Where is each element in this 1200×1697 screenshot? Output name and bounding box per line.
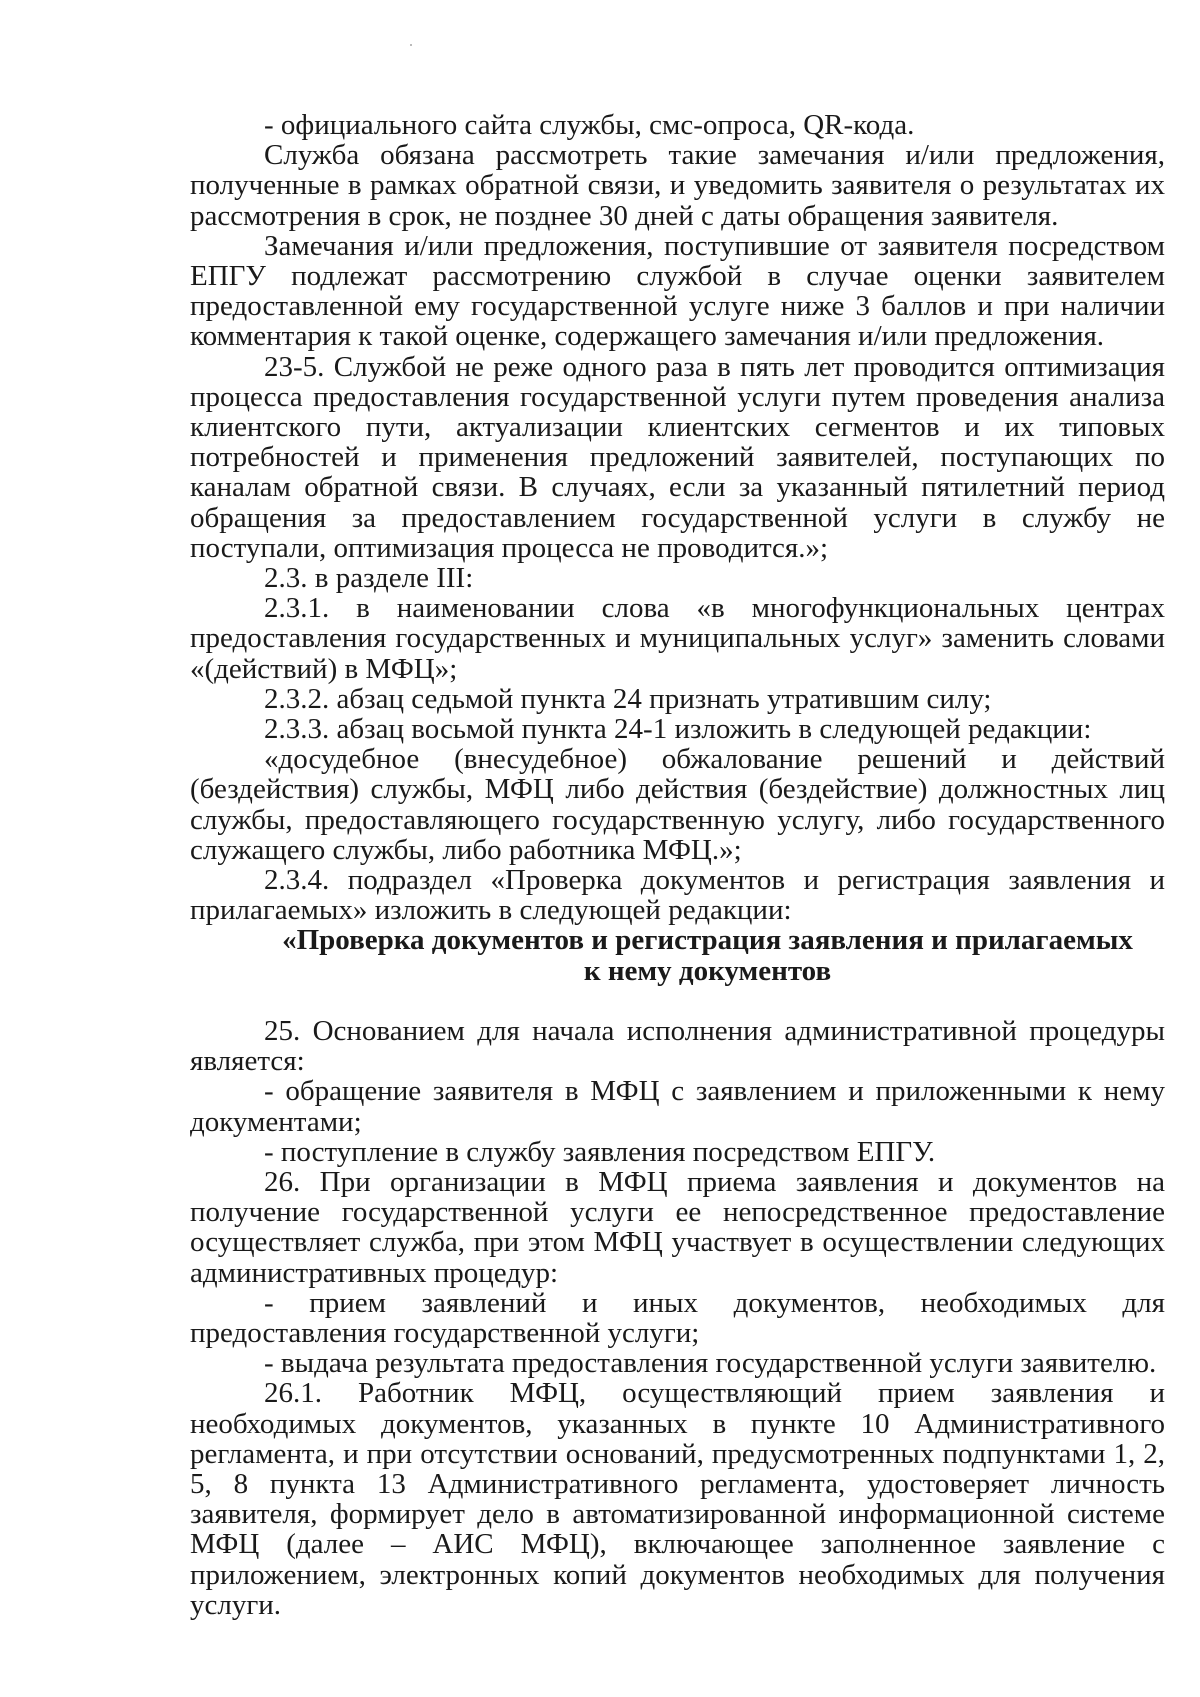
paragraph: 2.3.2. абзац седьмой пункта 24 признать утратившим силу; [264, 682, 992, 715]
paragraph: - выдача результата предоставления государственной услуги заявителю. [264, 1347, 1157, 1380]
document-body [190, 110, 1165, 1620]
paragraph: «досудебное (внесудебное) обжалование решений и действий (бездействия) службы, МФЦ либо действия (бездействие) должностных лиц службы, предоставляющего государственную услугу, либо государственного служащего службы, либо работника МФЦ.»; [190, 743, 1165, 866]
paragraph: Замечания и/или предложения, поступившие от заявителя посредством ЕПГУ подлежат рассмотрению службой в случае оценки заявителем предоставленной ему государственной услуге ниже 3 баллов и при наличии комментария к такой оценке, содержащего замечания и/или предложения. [190, 229, 1165, 353]
paragraph: 25. Основанием для начала исполнения административной процедуры является: [190, 1014, 1165, 1078]
paragraph: - поступление в службу заявления посредством ЕПГУ. [264, 1135, 936, 1168]
paragraph: 2.3.1. в наименовании слова «в многофункциональных центрах предоставления государственных и муниципальных услуг» заменить словами «(действий) в МФЦ»; [190, 592, 1165, 685]
paragraph: 26.1. Работник МФЦ, осуществляющий прием заявления и необходимых документов, указанных в пункте 10 Административного регламента, и при отсутствии оснований, предусмотренных подпунктами 1, 2, 5, 8 пункта 13 Административного регламента, удостоверяет личность заявителя, формирует дело в автоматизированной информационной системе МФЦ (далее – АИС МФЦ), включающее заполненное заявление с приложением, электронных копий документов необходимых для получения услуги. [190, 1377, 1165, 1621]
section-heading-line-1: «Проверка документов и регистрация заявления и прилагаемых [282, 924, 1133, 957]
paragraph: 2.3.3. абзац восьмой пункта 24-1 изложить в следующей редакции: [264, 713, 1092, 746]
paragraph: - прием заявлений и иных документов, необходимых для предоставления государственной услуги; [190, 1286, 1165, 1349]
section-heading-line-2: к нему документов [583, 954, 832, 987]
scan-speck [410, 44, 412, 46]
paragraph: - обращение заявителя в МФЦ с заявлением и приложенными к нему документами; [190, 1075, 1165, 1138]
paragraph: 23-5. Службой не реже одного раза в пять лет проводится оптимизация процесса предоставления государственной услуги путем проведения анализа клиентского пути, актуализации клиентских сегментов и их типовых потребностей и применения предложений заявителей, поступающих по каналам обратной связи. В случаях, если за указанный пятилетний период обращения за предоставлением государственной услуги в службу не поступали, оптимизация процесса не проводится.»; [190, 350, 1165, 564]
paragraph: - официального сайта службы, смс-опроса, QR-кода. [264, 109, 915, 141]
paragraph: 26. При организации в МФЦ приема заявления и документов на получение государственной услуги ее непосредственное предоставление осуществляет служба, при этом МФЦ участвует в осуществлении следующих административных процедур: [190, 1165, 1165, 1289]
spacer [190, 986, 1165, 1016]
paragraph: 2.3. в разделе III: [264, 562, 474, 595]
paragraph: 2.3.4. подраздел «Проверка документов и регистрация заявления и прилагаемых» изложить в следующей редакции: [190, 864, 1165, 927]
paragraph: Служба обязана рассмотреть такие замечания и/или предложения, полученные в рамках обратной связи, и уведомить заявителя о результатах их рассмотрения в срок, не позднее 30 дней с даты обращения заявителя. [190, 139, 1165, 232]
